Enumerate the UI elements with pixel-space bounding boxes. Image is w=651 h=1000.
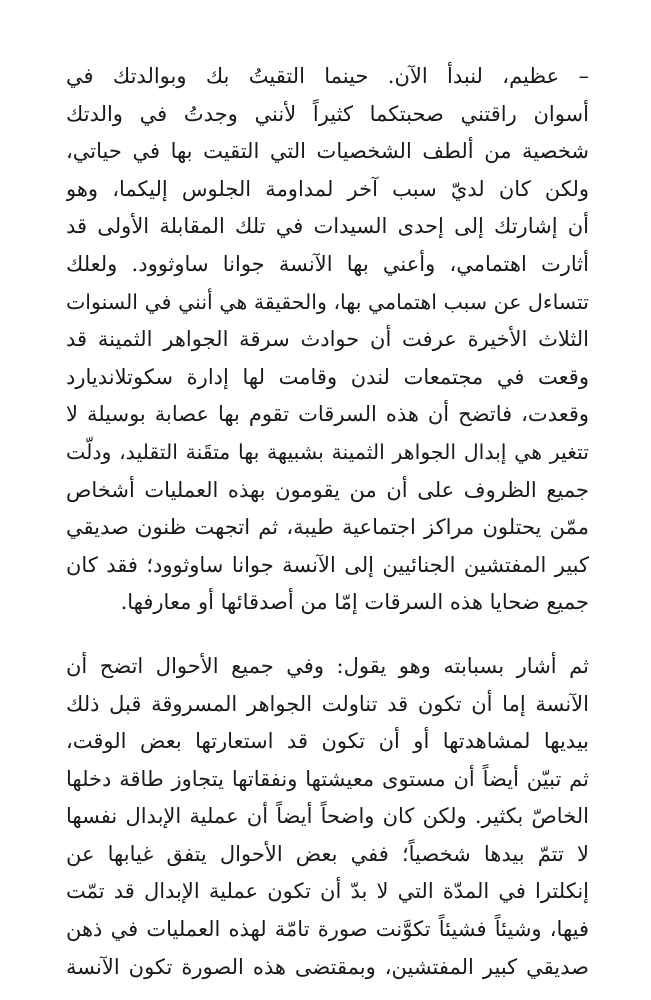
text-line: بيديها لمشاهدتها أو أن تكون قد استعارتها بعض الوقت،: [66, 729, 589, 754]
text-line: ثم تبيّن أيضاً أن مستوى معيشتها ونفقاتها يتجاوز طاقة دخلها: [66, 766, 589, 791]
text-line: الخاصّ بكثير. ولكن كان واضحاً أيضاً أن عملية الإبدال نفسها: [66, 804, 589, 829]
paragraph-gap: [66, 622, 589, 648]
text-line: وقعت في مجتمعات لندن وقامت لها إدارة سكوتلانديارد: [66, 364, 589, 389]
text-line: ثم أشار بسبابته وهو يقول: وفي جميع الأحوال اتضح أن: [66, 653, 589, 678]
text-line: ولكن كان لديّ سبب آخر لمداومة الجلوس إليكما، وهو: [66, 176, 589, 201]
text-line: كبير المفتشين الجنائيين إلى الآنسة جوانا ساوثوود؛ فقد كان: [66, 552, 589, 577]
text-line: أثارت اهتمامي، وأعني بها الآنسة جوانا ساوثوود. ولعلك: [66, 251, 589, 276]
text-line: أن إشارتك إلى إحدى السيدات في تلك المقابلة الأولى قد: [66, 214, 589, 239]
text-line: – عظيم، لنبدأ الآن. حينما التقيتُ بك وبوالدتك في: [66, 64, 589, 88]
text-line: الثلاث الأخيرة عرفت أن حوادث سرقة الجواهر الثمينة قد: [66, 327, 589, 352]
text-line: لا تتمّ بيدها شخصياً؛ ففي بعض الأحوال يتفق غيابها عن: [66, 841, 589, 866]
text-line: وقعدت، فاتضح أن هذه السرقات تقوم بها عصابة بوسيلة لا: [66, 402, 589, 427]
text-line: أسوان راقتني صحبتكما كثيراً لأنني وجدتُ في والدتك: [66, 101, 589, 126]
text-line: فيها، وشيئاً فشيئاً تكوَّنت صورة تامّة لهذه العمليات في ذهن: [66, 917, 589, 942]
paragraph-1: [66, 58, 589, 622]
text-line: شخصية من ألطف الشخصيات التي التقيت بها في حياتي،: [66, 139, 589, 164]
paragraph-2: [66, 648, 589, 986]
text-line: جميع ضحايا هذه السرقات إمّا من أصدقائها أو معارفها.: [120, 590, 589, 615]
text-line: تتغير هي إبدال الجواهر الثمينة بشبيهة بها متقَنة التقليد، ودلّت: [66, 439, 589, 464]
text-line: ممّن يحتلون مراكز اجتماعية طيبة، ثم اتجهت ظنون صديقي: [66, 515, 589, 540]
text-line: الآنسة إما أن تكون قد تناولت الجواهر المسروقة قبل ذلك: [66, 691, 589, 716]
text-line: صديقي كبير المفتشين، وبمقتضى هذه الصورة تكون الآنسة: [66, 954, 589, 979]
text-line: تتساءل عن سبب اهتمامي بها، والحقيقة هي أنني في السنوات: [66, 289, 589, 314]
text-line: جميع الظروف على أن من يقومون بهذه العمليات أشخاص: [66, 477, 589, 502]
text-line: إنكلترا في المدّة التي لا بدّ أن تكون عملية الإبدال قد تمّت: [66, 879, 589, 904]
